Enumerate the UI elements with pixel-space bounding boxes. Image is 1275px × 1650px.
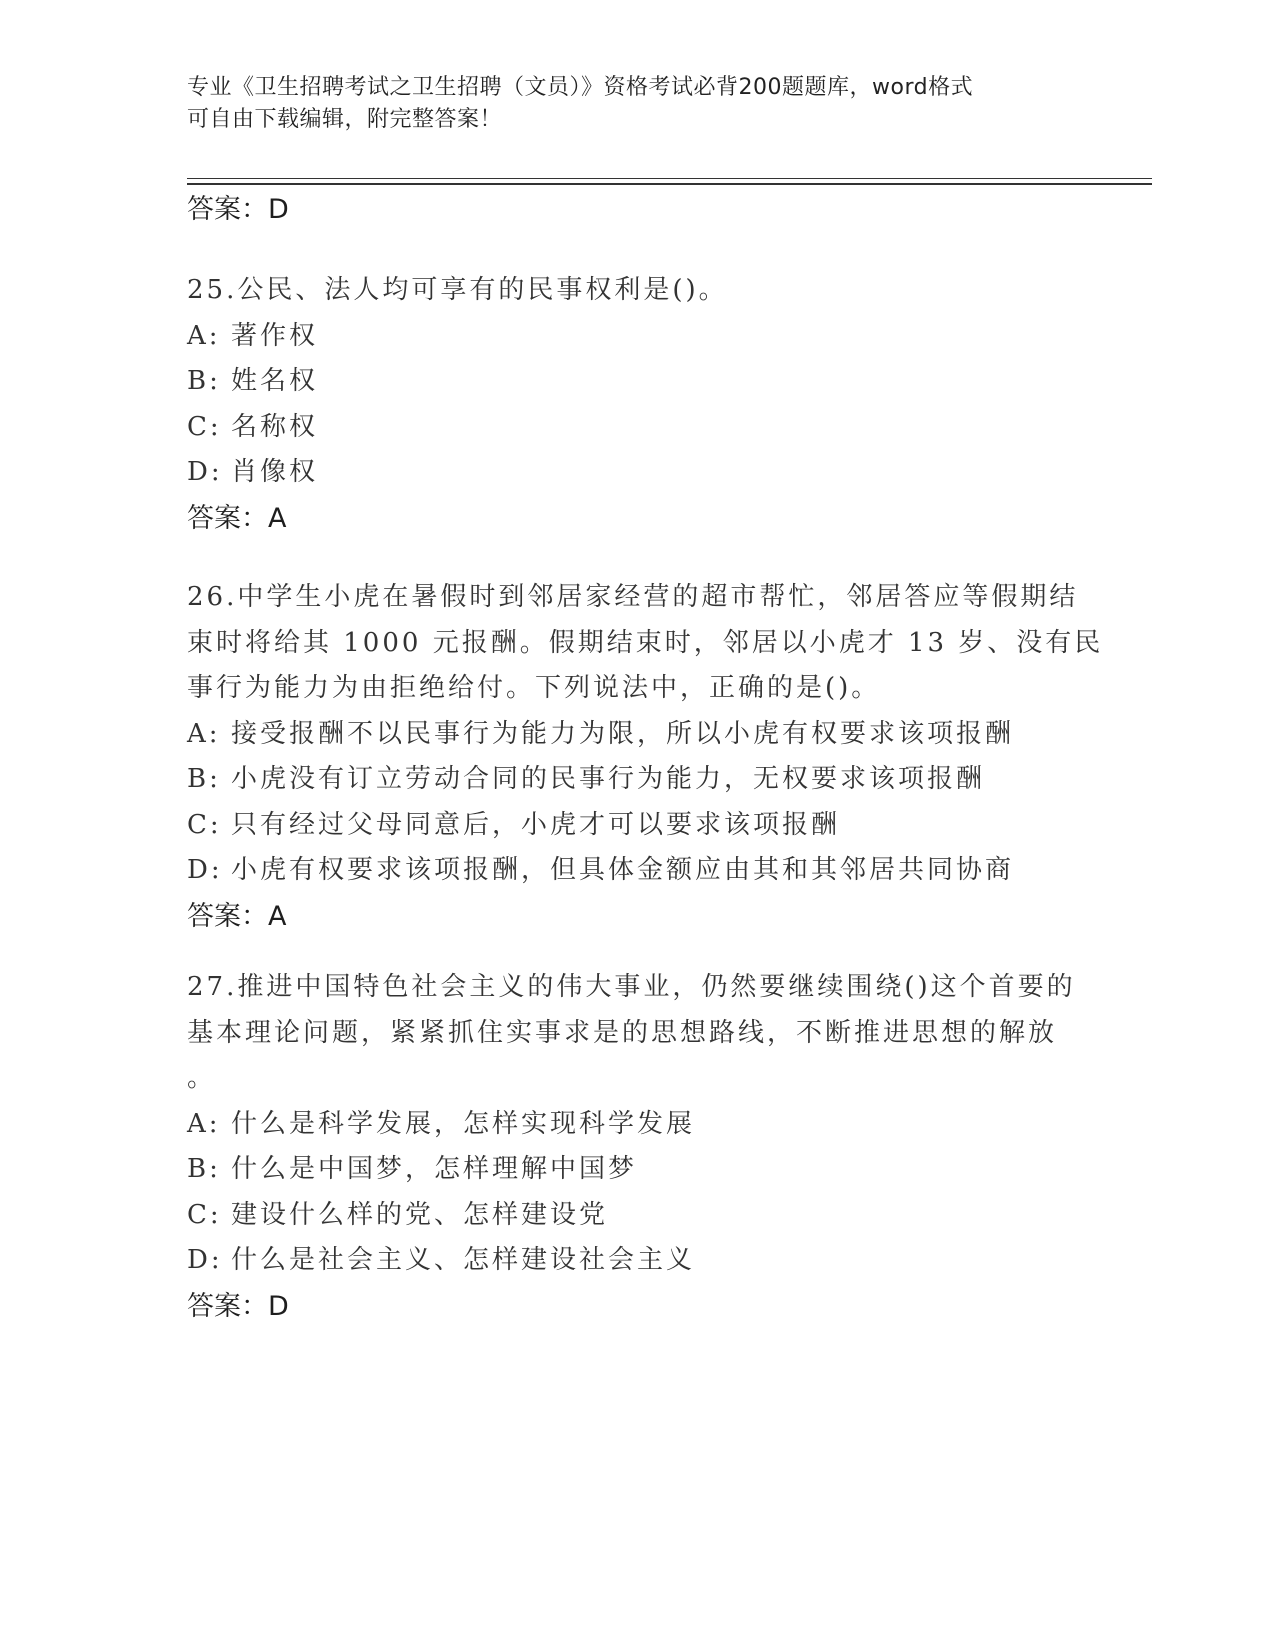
option-text: 只有经过父母同意后，小虎才可以要求该项报酬 [231, 809, 841, 840]
option-b [187, 1147, 1087, 1193]
option-text: 接受报酬不以民事行为能力为限，所以小虎有权要求该项报酬 [231, 718, 1015, 749]
option-text: 姓名权 [231, 366, 319, 396]
option-text: 名称权 [231, 411, 319, 442]
option-a [187, 712, 1087, 758]
option-key: D: [187, 457, 223, 487]
question-26 [187, 575, 1104, 940]
stem-line: 25.公民、法人均可享有的民事权利是()。 [187, 275, 728, 305]
stem-line: 事行为能力为由拒绝给付。下列说法中，正确的是()。 [187, 673, 881, 703]
option-text: 小虎没有订立劳动合同的民事行为能力，无权要求该项报酬 [231, 764, 986, 794]
prev-answer: 答案：D [187, 194, 289, 225]
answer: 答案：A [187, 900, 287, 932]
header-line-1: 专业《卫生招聘考试之卫生招聘（文员）》资格考试必背200题题库，word格式 [187, 75, 974, 100]
option-c [187, 405, 1087, 451]
option-key: A: [187, 718, 221, 749]
question-stem [187, 268, 1087, 314]
answer: 答案：A [187, 502, 287, 534]
option-c [187, 803, 1087, 849]
option-text: 肖像权 [231, 457, 319, 487]
header-divider-top [187, 178, 1152, 179]
option-d [187, 1238, 1087, 1284]
option-text: 著作权 [231, 320, 319, 351]
question-25 [187, 268, 1087, 542]
stem-line: 。 [187, 1063, 217, 1093]
question-27 [187, 965, 1087, 1330]
option-key: D: [187, 1245, 223, 1275]
option-key: A: [187, 1108, 221, 1139]
option-d [187, 450, 1087, 496]
option-key: A: [187, 320, 221, 351]
option-b [187, 359, 1087, 405]
option-key: C: [187, 809, 222, 840]
document-header [187, 72, 1087, 136]
option-key: B: [187, 1154, 221, 1184]
stem-line: 27.推进中国特色社会主义的伟大事业，仍然要继续围绕()这个首要的 [187, 972, 1076, 1002]
stem-line: 基本理论问题，紧紧抓住实事求是的思想路线，不断推进思想的解放 [187, 1017, 1058, 1048]
option-key: D: [187, 855, 223, 885]
answer: 答案：D [187, 1290, 289, 1322]
option-text: 什么是科学发展，怎样实现科学发展 [231, 1108, 696, 1139]
option-d [187, 848, 1087, 894]
option-a [187, 1102, 1087, 1148]
option-key: B: [187, 764, 221, 794]
stem-line: 26.中学生小虎在暑假时到邻居家经营的超市帮忙，邻居答应等假期结 [187, 582, 1079, 612]
stem-line: 束时将给其 1000 元报酬。假期结束时，邻居以小虎才 13 岁、没有民 [187, 627, 1104, 658]
header-divider-bottom [187, 183, 1152, 185]
option-c [187, 1193, 1087, 1239]
option-text: 什么是社会主义、怎样建设社会主义 [231, 1245, 696, 1275]
option-key: C: [187, 1199, 222, 1230]
option-text: 小虎有权要求该项报酬，但具体金额应由其和其邻居共同协商 [231, 855, 1015, 885]
option-text: 建设什么样的党、怎样建设党 [231, 1199, 609, 1230]
option-b [187, 757, 1087, 803]
option-key: B: [187, 366, 221, 396]
option-key: C: [187, 411, 222, 442]
question-stem [187, 575, 1104, 712]
header-line-2: 可自由下载编辑，附完整答案！ [187, 107, 503, 132]
option-a [187, 314, 1087, 360]
option-text: 什么是中国梦，怎样理解中国梦 [231, 1154, 638, 1184]
question-stem [187, 965, 1087, 1102]
